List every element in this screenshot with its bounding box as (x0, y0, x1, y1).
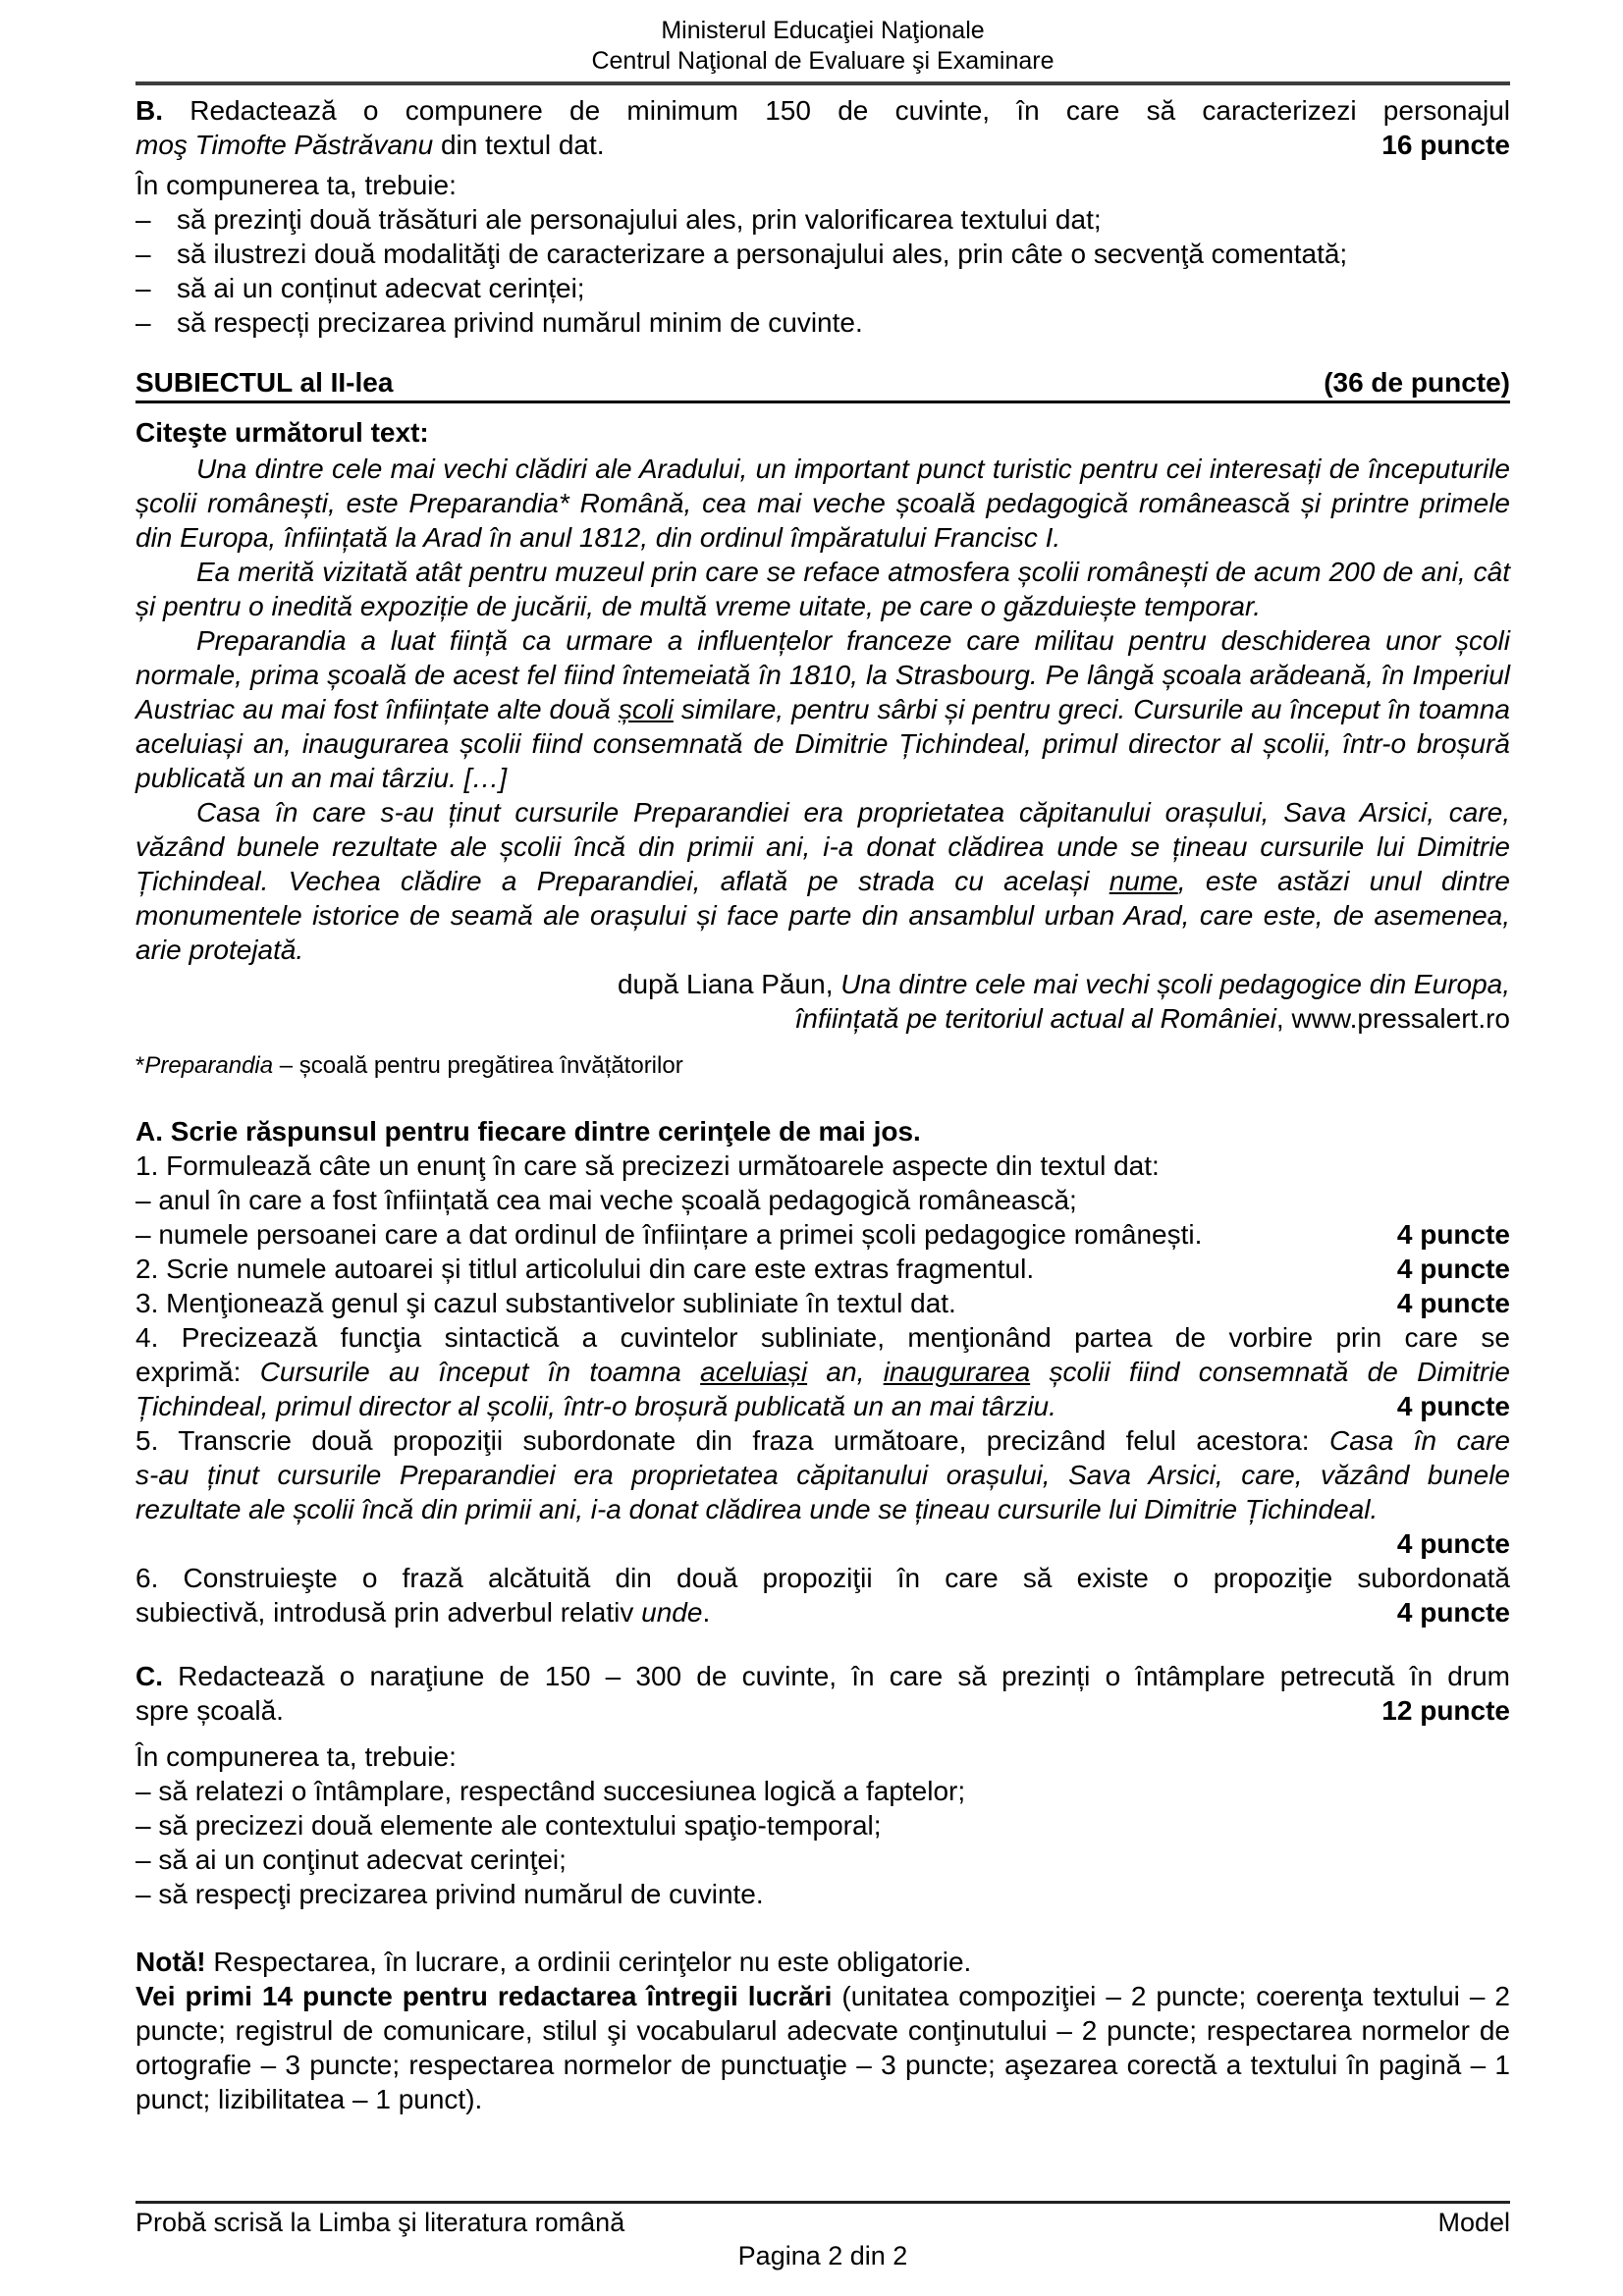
item-6-text (135, 1595, 710, 1629)
attribution-source: , www.pressalert.ro (1275, 1003, 1510, 1034)
item-1: 1. Formulează câte un enunţ în care să precizezi următoarele aspecte din textul dat: (135, 1150, 1160, 1181)
item-6-run1: subiectivă, introdusă prin adverbul relativ (135, 1597, 642, 1628)
task-c-intro: În compunerea ta, trebuie: (135, 1741, 457, 1772)
item-4-quote-run3: școlii fiind consemnată de Dimitrie (1030, 1357, 1510, 1387)
item-4-quote-run2: an, (807, 1357, 884, 1387)
item-4-quote-run1: Cursurile au început în toamna (259, 1357, 701, 1387)
footnote-definition: – școală pentru pregătirea învățătorilor (273, 1052, 683, 1079)
footnote (135, 1051, 1510, 1081)
article-title-part1: Una dintre cele mai vechi școli pedagogice din Europa, (840, 969, 1510, 999)
article-title-part2: înființată pe teritoriul actual al României (794, 1003, 1276, 1034)
item-5-quote-end: rezultate ale școlii încă din primii ani, i-a donat clădirea unde se țineau cursurile lui Dimitrie Țichindeal. (135, 1494, 1379, 1524)
page-number: Pagina 2 din 2 (737, 2241, 908, 2270)
character-name: moş Timofte Păstrăvanu (135, 130, 434, 160)
bullet-dash: – (135, 273, 151, 303)
italic-word-unde: unde (641, 1597, 703, 1628)
passage-4-run2: , este astăzi unul dintre monumentele istorice de seamă ale orașului și face parte din ansamblul urban Arad, care este, de asemenea, arie protejată. (135, 866, 1511, 965)
grading-note-detail: (unitatea compoziţiei – 2 puncte; coerenţa textului – 2 puncte; registrul de comunicare, stilul şi vocabularul adecvate conţinutului – 2 puncte; respectarea normelor de ortografie – 3 puncte; respectarea normelor de punctuaţie – 3 puncte; aşezarea corectă a textului în pagină – 1 punct; lizibilitatea – 1 punct). (135, 1981, 1510, 2114)
underlined-word-aceluiasi: aceluiași (700, 1357, 808, 1387)
bullet-text: să ai un conținut adecvat cerinței; (177, 273, 585, 303)
task-c-line2 (135, 1693, 1510, 1728)
item-5-line2 (135, 1458, 1510, 1492)
center-title: Centrul Naţional de Evaluare şi Examinare (591, 47, 1055, 75)
footer-subject: Probă scrisă la Limba şi literatura română (135, 2208, 625, 2237)
part-a-title: A. Scrie răspunsul pentru fiecare dintre cerinţele de mai jos. (135, 1116, 921, 1147)
item-4-line2 (135, 1355, 1510, 1389)
passage-4-run1: Casa în care s-au ținut cursurile Preparandiei era proprietatea căpitanului orașului, Sava Arsici, care, văzând bunele rezultate ale școlii încă din primii ani, i-a donat clădirea unde se țineau cursurile lui Dimitrie Țichindeal. Vechea clădire a Preparandiei, aflată pe strada cu același (135, 797, 1510, 896)
footer-model: Model (1437, 2208, 1510, 2237)
bullet-text: să respecți precizarea privind numărul minim de cuvinte. (177, 307, 863, 338)
item-1-sub-1: – anul în care a fost înființată cea mai veche școală pedagogică românească; (135, 1185, 1077, 1215)
task-b-bullet-3 (135, 271, 1510, 305)
note-label: Notă! (135, 1947, 206, 1977)
grading-note-bold: Vei primi 14 puncte pentru redactarea întregii lucrări (135, 1981, 833, 2011)
item-4-quote-end: Țichindeal, primul director al școlii, într-o broșură publicată un an mai târziu. (135, 1391, 1056, 1421)
item-2-points: 4 puncte (1396, 1254, 1510, 1284)
task-b-bullet-1 (135, 202, 1510, 237)
item-5-line1 (135, 1423, 1510, 1458)
item-5-quote-run1: Casa în care (1328, 1425, 1510, 1456)
task-c-line1 (135, 1659, 1510, 1693)
task-b-text: Redactează o compunere de minimum 150 de cuvinte, în care să caracterizezi personajul (189, 95, 1511, 126)
subject2-heading (135, 365, 1510, 403)
item-1-sub-2-text: – numele persoanei care a dat ordinul de înființare a primei școli pedagogice românești. (135, 1219, 1203, 1250)
task-b-text2 (135, 128, 605, 162)
header-divider (135, 81, 1510, 85)
task-b-points: 16 puncte (1381, 130, 1510, 160)
page-footer (135, 2201, 1510, 2272)
item-2-text: 2. Scrie numele autoarei și titlul articolului din care este extras fragmentul. (135, 1254, 1035, 1284)
underlined-word-nume: nume (1109, 866, 1178, 896)
item-5-quote-run2: s-au ținut cursurile Preparandiei era proprietatea căpitanului orașului, Sava Arsici, care, văzând bunele (135, 1460, 1510, 1490)
item-6-run2: . (702, 1597, 711, 1628)
passage-paragraph-3 (135, 623, 1510, 795)
task-c-label: C. (135, 1661, 163, 1691)
task-b-bullet-2 (135, 237, 1510, 271)
ministry-title: Ministerul Educaţiei Naţionale (661, 17, 985, 44)
subject2-title: SUBIECTUL al II-lea (135, 367, 394, 398)
attribution-line-2 (135, 1001, 1510, 1036)
task-c-bullet-2: – să precizezi două elemente ale contextului spaţio-temporal; (135, 1810, 882, 1841)
task-c-bullet-1: – să relatezi o întâmplare, respectând succesiunea logică a faptelor; (135, 1776, 966, 1806)
footnote-term: Preparandia (144, 1052, 274, 1079)
bullet-text: să ilustrezi două modalităţi de caracterizare a personajului ales, prin câte o secvenţă comentată; (177, 239, 1348, 269)
attribution-line-1 (135, 967, 1510, 1001)
task-c-bullet-3: – să ai un conţinut adecvat cerinţei; (135, 1844, 567, 1875)
passage-paragraph-2: Ea merită vizitată atât pentru muzeul prin care se reface atmosfera școlii românești de acum 200 de ani, cât și pentru o inedită expoziție de jucării, de multă vreme uitate, pe care o găzduiește temporar. (135, 557, 1510, 621)
passage-3-run2: similare, pentru sârbi și pentru greci. Cursurile au început în toamna aceluiași an, inaugurarea școlii fiind consemnată de Dimitrie Țichindeal, primul director al școlii, într-o broșură publicată un an mai târziu. […] (135, 694, 1511, 793)
task-b-line2 (135, 128, 1510, 162)
footnote-asterisk: * (135, 1052, 145, 1079)
passage-3-run1: Preparandia a luat ființă ca urmare a influențelor franceze care militau pentru deschiderea unor școli normale, prima școală de acest fel fiind întemeiată în 1810, la Strasbourg. Pe lângă școala arădeană, în Imperiul Austriac au mai fost înființate alte două (135, 625, 1510, 724)
task-c-text: Redactează o naraţiune de 150 – 300 de cuvinte, în care să prezinți o întâmplare petrecută în drum (178, 1661, 1510, 1691)
read-text-label: Citeşte următorul text: (135, 417, 429, 448)
bullet-text: să prezinţi două trăsături ale personajului ales, prin valorificarea textului dat; (177, 204, 1102, 235)
bullet-dash: – (135, 307, 151, 338)
note-line (135, 1945, 1510, 1979)
task-b-bullet-4 (135, 305, 1510, 340)
bullet-dash: – (135, 204, 151, 235)
task-b-label: B. (135, 95, 163, 126)
subject2-points: (36 de puncte) (1324, 367, 1510, 398)
item-5-lead: 5. Transcrie două propoziţii subordonate din fraza următoare, precizând felul acestora: (135, 1425, 1329, 1456)
item-6-line2 (135, 1595, 1510, 1629)
item-2 (135, 1252, 1510, 1286)
item-5-line3 (135, 1492, 1510, 1526)
item-6-line1: 6. Construieşte o frază alcătuită din două propoziţii în care să existe o propoziţie subordonată (135, 1563, 1510, 1593)
bullet-dash: – (135, 239, 151, 269)
item-1-sub-2 (135, 1217, 1510, 1252)
item-4-points: 4 puncte (1396, 1391, 1510, 1421)
item-3-points: 4 puncte (1396, 1288, 1510, 1318)
item-3-text: 3. Menţionează genul şi cazul substantivelor subliniate în textul dat. (135, 1288, 956, 1318)
item-4-line3 (135, 1389, 1510, 1423)
passage-paragraph-4 (135, 795, 1510, 967)
attribution-prefix: după Liana Păun, (617, 969, 841, 999)
underlined-word-inaugurarea: inaugurarea (883, 1357, 1031, 1387)
item-4-line1: 4. Precizează funcţia sintactică a cuvintelor subliniate, menţionând partea de vorbire prin care se (135, 1322, 1510, 1353)
passage-paragraph-1: Una dintre cele mai vechi clădiri ale Aradului, un important punct turistic pentru cei interesați de începuturile școlii românești, este Preparandia* Română, cea mai veche școală pedagogică românească și printre primele din Europa, înființată la Arad în anul 1812, din ordinul împăratului Francisc I. (135, 454, 1510, 553)
item-6-points: 4 puncte (1396, 1597, 1510, 1628)
task-b-text2-rest: din textul dat. (433, 130, 605, 160)
item-3 (135, 1286, 1510, 1320)
note-text: Respectarea, în lucrare, a ordinii cerinţelor nu este obligatorie. (205, 1947, 972, 1977)
item-4-lead: exprimă: (135, 1357, 260, 1387)
item-5-points: 4 puncte (1396, 1528, 1510, 1559)
task-b-line1 (135, 93, 1510, 128)
footer-row (135, 2206, 1510, 2239)
item-1-points: 4 puncte (1396, 1219, 1510, 1250)
task-b-intro: În compunerea ta, trebuie: (135, 170, 457, 200)
footer-divider (135, 2201, 1510, 2204)
task-c-bullet-4: – să respecţi precizarea privind numărul de cuvinte. (135, 1879, 764, 1909)
task-c-points: 12 puncte (1381, 1695, 1510, 1726)
task-c-text2: spre școală. (135, 1695, 284, 1726)
grading-note (135, 1979, 1510, 2116)
underlined-word-scoli: școli (618, 694, 674, 724)
